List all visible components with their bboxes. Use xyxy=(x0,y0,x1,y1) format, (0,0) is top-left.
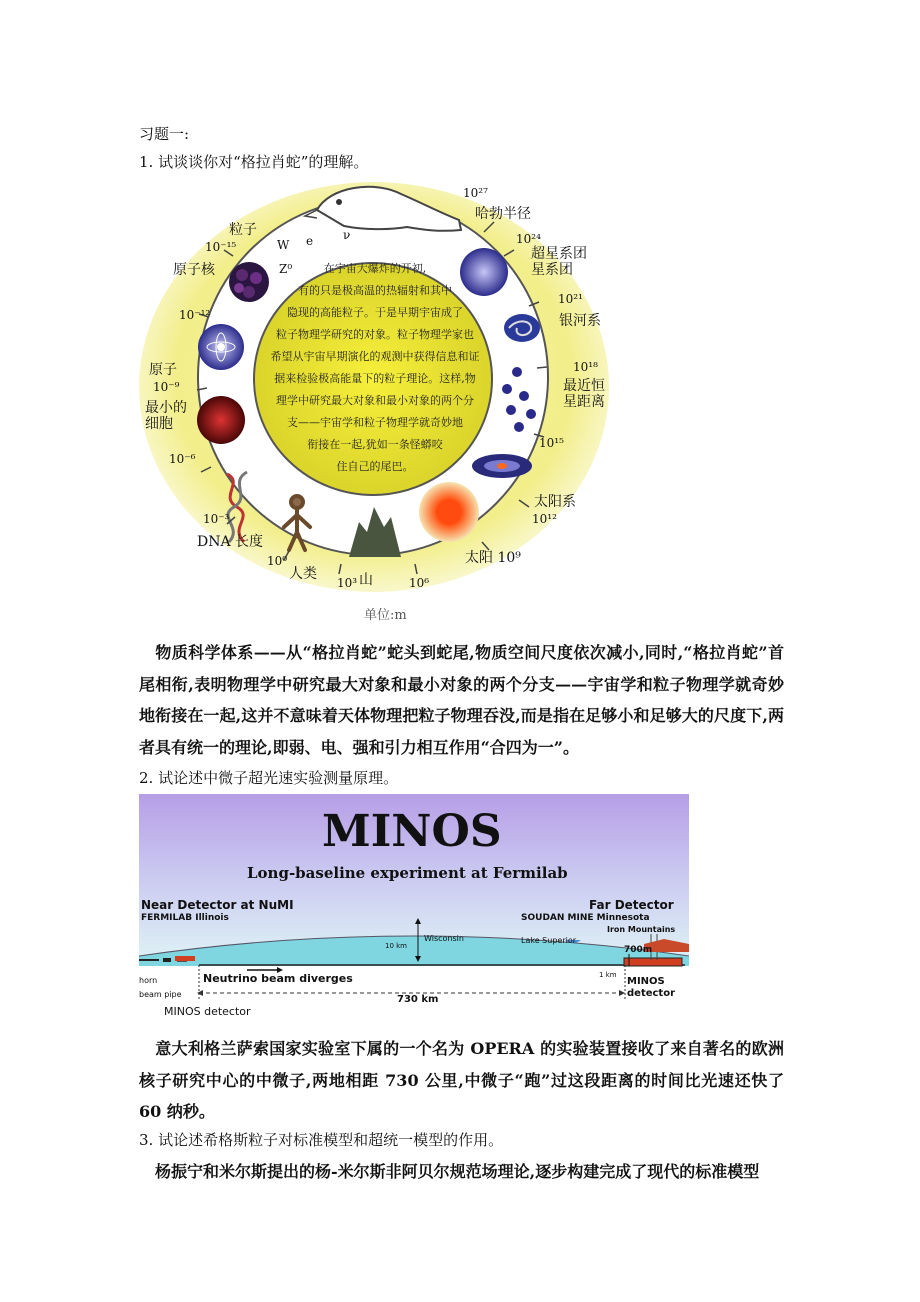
label-1e27: 10²⁷ xyxy=(463,186,488,200)
question-1: 1. 试谈谈你对“格拉肖蛇”的理解。 xyxy=(139,153,369,171)
distance-730km-label: 730 km xyxy=(397,994,439,1005)
label-1e-12: 10⁻¹² xyxy=(179,308,211,322)
answer-1 xyxy=(139,637,784,763)
label-solar-system: 太阳系 xyxy=(534,494,576,510)
label-1e6: 10⁶ xyxy=(409,576,430,590)
minos-subtitle: Long-baseline experiment at Fermilab xyxy=(247,864,568,882)
label-1e21: 10²¹ xyxy=(558,292,583,306)
label-atom: 原子 xyxy=(149,362,177,378)
label-1e-6: 10⁻⁶ xyxy=(169,452,196,466)
label-human: 人类 xyxy=(289,566,317,582)
far-detector-title: Far Detector xyxy=(589,898,674,912)
label-1e3: 10³ xyxy=(337,576,358,590)
label-supercluster: 超星系团 星系团 xyxy=(531,246,587,278)
label-1e-15: 10⁻¹⁵ xyxy=(205,240,237,254)
label-smallest-cell: 最小的 细胞 xyxy=(145,400,187,432)
question-3: 3. 试论述希格斯粒子对标准模型和超统一模型的作用。 xyxy=(139,1131,504,1149)
near-detector-location: FERMILAB Illinois xyxy=(141,913,229,923)
label-1e-9: 10⁻⁹ xyxy=(153,380,180,394)
label-1e24: 10²⁴ xyxy=(516,232,541,246)
far-detector-label: detector xyxy=(627,988,676,999)
far-detector-location: SOUDAN MINE Minnesota xyxy=(521,913,650,923)
question-2: 2. 试论述中微子超光速实验测量原理。 xyxy=(139,769,399,787)
figure-unit: 单位:m xyxy=(364,608,407,623)
answer-3-text: 杨振宁和米尔斯提出的杨-米尔斯非阿贝尔规范场理论,逐步构建完成了现代的标准模型 xyxy=(155,1162,760,1181)
depth-700m-label: 700m xyxy=(624,945,653,955)
minos-figure xyxy=(139,794,689,1004)
answer-3 xyxy=(139,1156,784,1188)
minos-title: MINOS xyxy=(322,806,502,857)
answer-1-text: 物质科学体系——从“格拉肖蛇”蛇头到蛇尾,物质空间尺度依次减小,同时,“格拉肖蛇”首尾相衔,表明物理学中研究最大对象和最小对象的两个分支——宇宙学和粒子物理学就奇妙地衔接在一起,这并不意味着天体物理把粒子物理吞没,而是指在足够小和足够大的尺度下,两者具有统一的理论,即弱、电、强和引力相互作用“合四为一”。 xyxy=(139,643,784,757)
center-line: 理学中研究最大对象和最小对象的两个分 xyxy=(276,394,474,407)
label-1e18: 10¹⁸ xyxy=(573,360,598,374)
glashow-snake-figure xyxy=(139,182,609,592)
center-line: 有的只是极高温的热辐射和其中 xyxy=(298,284,452,297)
center-line: 住自己的尾巴。 xyxy=(336,460,414,473)
label-w-boson: W xyxy=(277,238,290,252)
label-neutrino: ν xyxy=(343,228,351,242)
depth-10km-label: 10 km xyxy=(385,942,408,950)
answer-2-text: 意大利格兰萨索国家实验室下属的一个名为 OPERA 的实验装置接收了来自著名的欧洲核子研究中心的中微子,两地相距 730 公里,中微子“跑”过这段距离的时间比光速还快了 60 纳秒。 xyxy=(139,1039,784,1121)
label-1e15: 10¹⁵ xyxy=(539,436,564,450)
beam-pipe-label: beam pipe xyxy=(139,990,182,999)
far-minos-label: MINOS xyxy=(627,976,665,987)
label-1e12: 10¹² xyxy=(532,512,557,526)
lake-superior-label: Lake Superior xyxy=(521,936,577,945)
label-electron: e xyxy=(306,234,314,248)
label-nucleus: 原子核 xyxy=(173,262,215,278)
iron-mountains-label: Iron Mountains xyxy=(607,925,676,934)
answer-2 xyxy=(139,1033,784,1128)
label-nearest-star: 最近恒 星距离 xyxy=(563,378,605,410)
center-line: 据来检验极高能量下的粒子理论。这样,物 xyxy=(274,372,476,385)
exercise-heading: 习题一: xyxy=(139,125,190,143)
center-line: 粒子物理学研究的对象。粒子物理学家也 xyxy=(276,328,474,341)
center-line: 支——宇宙学和粒子物理学就奇妙地 xyxy=(287,416,463,429)
label-dna-length: DNA 长度 xyxy=(197,534,264,550)
snake-center-text xyxy=(147,258,603,478)
center-line: 衔接在一起,犹如一条怪蟒咬 xyxy=(307,438,443,451)
label-particle: 粒子 xyxy=(229,222,257,238)
label-galaxy: 银河系 xyxy=(559,313,601,329)
depth-1km-label: 1 km xyxy=(599,971,617,979)
beam-diverges-label: Neutrino beam diverges xyxy=(203,972,353,985)
wisconsin-label: Wisconsin xyxy=(424,934,464,943)
center-line: 隐现的高能粒子。于是早期宇宙成了 xyxy=(287,306,463,319)
center-line: 希望从宇宙早期演化的观测中获得信息和证 xyxy=(270,350,480,363)
label-1e-3: 10⁻³ xyxy=(203,512,230,526)
label-z-boson: Z⁰ xyxy=(279,262,293,276)
label-hubble-radius: 哈勃半径 xyxy=(475,206,531,222)
label-1e0: 10⁰ xyxy=(267,554,288,568)
label-mountain: 山 xyxy=(359,572,373,588)
near-detector-title: Near Detector at NuMI xyxy=(141,898,294,912)
near-minos-detector-label: MINOS detector xyxy=(164,1005,251,1018)
center-line: 在宇宙大爆炸的开初, xyxy=(323,262,427,275)
horn-label: horn xyxy=(139,976,158,985)
label-sun: 太阳 10⁹ xyxy=(465,550,521,566)
